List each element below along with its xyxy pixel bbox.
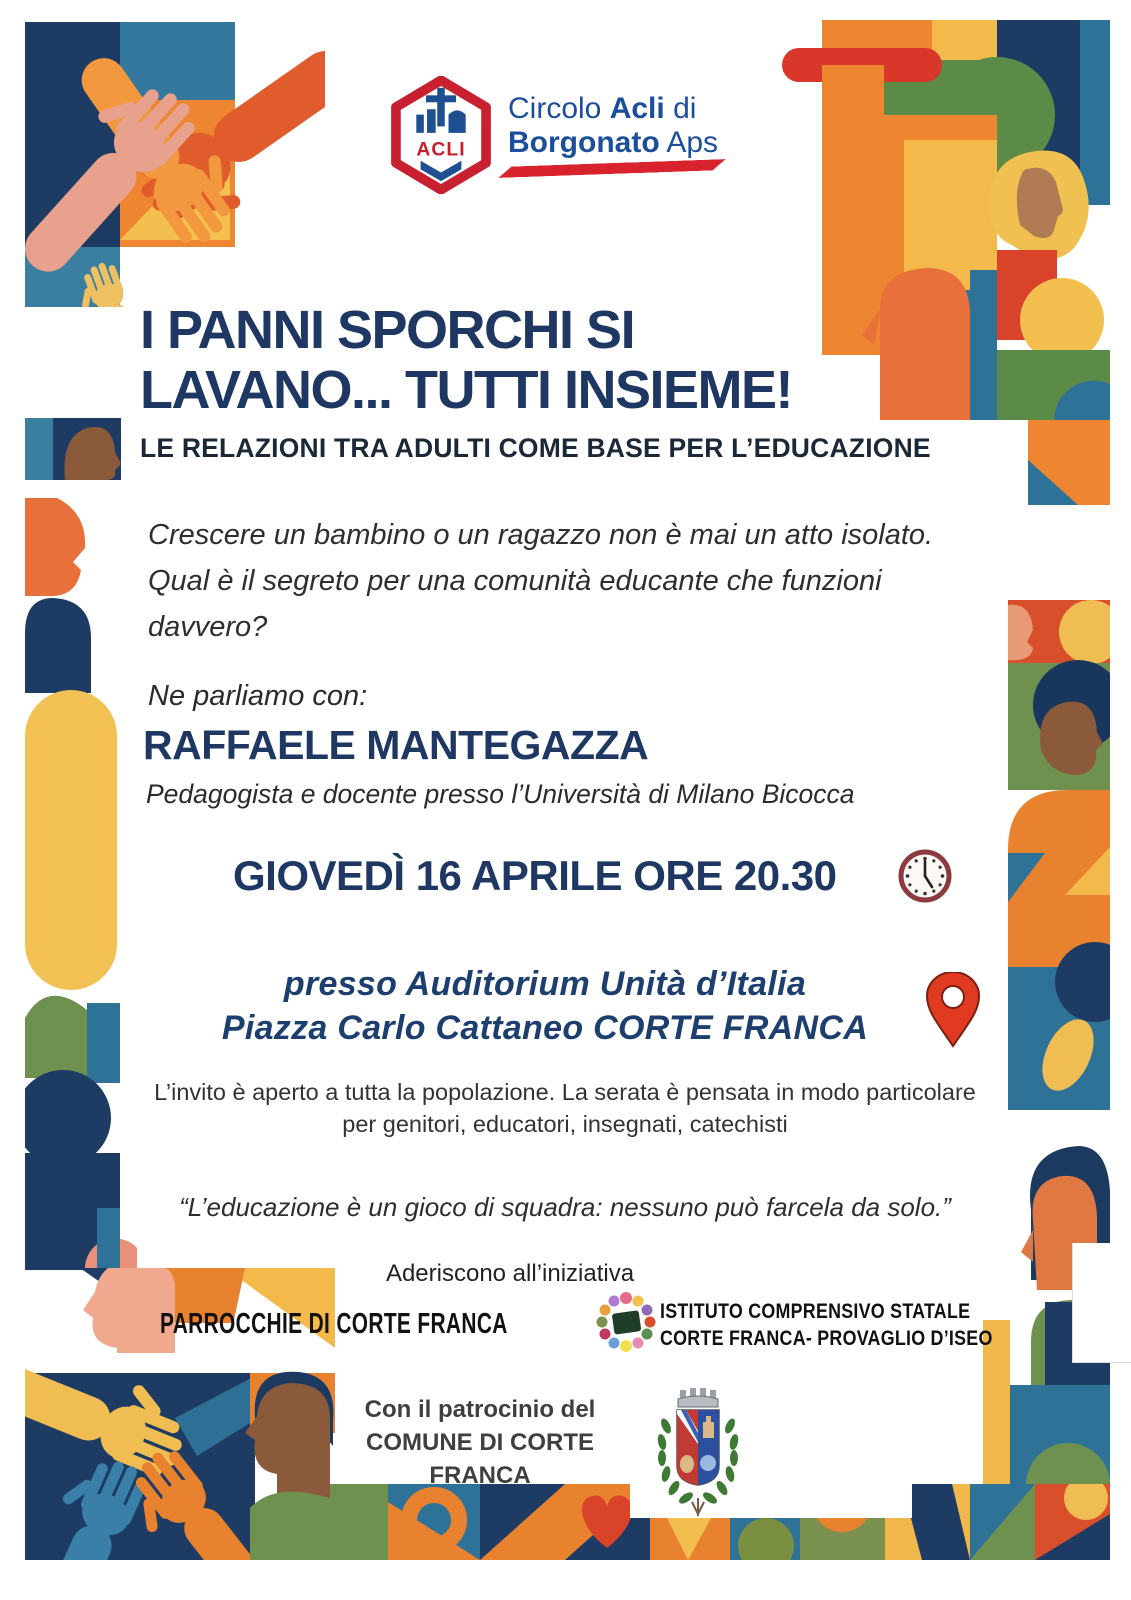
location-pin-icon (925, 972, 981, 1048)
intro-paragraph (148, 512, 1008, 650)
org-wordmark (508, 92, 718, 160)
audience-line2: per genitori, educatori, insegnati, catechisti (342, 1111, 788, 1137)
school-line2: CORTE FRANCA- PROVAGLIO D’ISEO (660, 1327, 993, 1350)
poster-title (140, 300, 1000, 420)
intro-line1: Crescere un bambino o un ragazzo non è mai un atto isolato. (148, 519, 934, 551)
poster-subtitle: LE RELAZIONI TRA ADULTI COME BASE PER L’EDUCAZIONE (140, 433, 931, 463)
venue-line2: Piazza Carlo Cattaneo CORTE FRANCA (221, 1009, 869, 1047)
intro-line2: Qual è il segreto per una comunità educante che funzioni (148, 565, 882, 597)
clock-icon (898, 849, 952, 903)
patronage-line2: COMUNE DI CORTE FRANCA (366, 1429, 594, 1489)
audience-line1: L’invito è aperto a tutta la popolazione. La serata è pensata in modo particolare (154, 1079, 976, 1105)
title-line2: LAVANO... TUTTI INSIEME! (140, 360, 792, 420)
title-line1: I PANNI SPORCHI SI (140, 300, 635, 360)
logo-red-underline (498, 159, 726, 178)
org-line1-pre: Circolo (508, 92, 610, 125)
decor-top-left-hands (25, 22, 325, 307)
org-line2 (508, 126, 718, 160)
speaker-role: Pedagogista e docente presso l’Università di Milano Bicocca (146, 779, 855, 809)
supporter-parishes: PARROCCHIE DI CORTE FRANCA (160, 1308, 508, 1340)
org-line2-post: Aps (659, 126, 719, 159)
flower-wreath-icon (594, 1290, 658, 1354)
municipal-coat-of-arms-icon (652, 1386, 744, 1518)
intro-line3: davvero? (148, 611, 268, 643)
venue-line1: presso Auditorium Unità d’Italia (283, 965, 807, 1003)
quote-text: “L’educazione è un gioco di squadra: nessuno può farcela da solo.” (179, 1192, 951, 1222)
supporter-school (660, 1298, 993, 1352)
speaker-lead: Ne parliamo con: (148, 680, 368, 712)
decor-left-column-faces (25, 418, 145, 1270)
white-patch-right-border (1072, 1243, 1131, 1363)
org-line1 (508, 92, 718, 126)
patronage-line1: Con il patrocinio del (364, 1396, 596, 1423)
org-line1-bold: Acli (609, 92, 665, 125)
org-line1-post: di (664, 92, 697, 125)
acli-logo-icon (385, 76, 497, 194)
speaker-name: RAFFAELE MANTEGAZZA (143, 722, 649, 768)
audience-note (95, 1076, 1035, 1140)
patronage-text (330, 1393, 630, 1492)
school-line1: ISTITUTO COMPRENSIVO STATALE (660, 1300, 971, 1323)
event-venue (170, 962, 920, 1050)
event-datetime: GIOVEDÌ 16 APRILE ORE 20.30 (233, 852, 837, 899)
supporters-heading: Aderiscono all’iniziativa (385, 1260, 635, 1287)
org-line2-bold: Borgonato (508, 126, 660, 159)
svg-text:ACLI: ACLI (416, 139, 466, 161)
